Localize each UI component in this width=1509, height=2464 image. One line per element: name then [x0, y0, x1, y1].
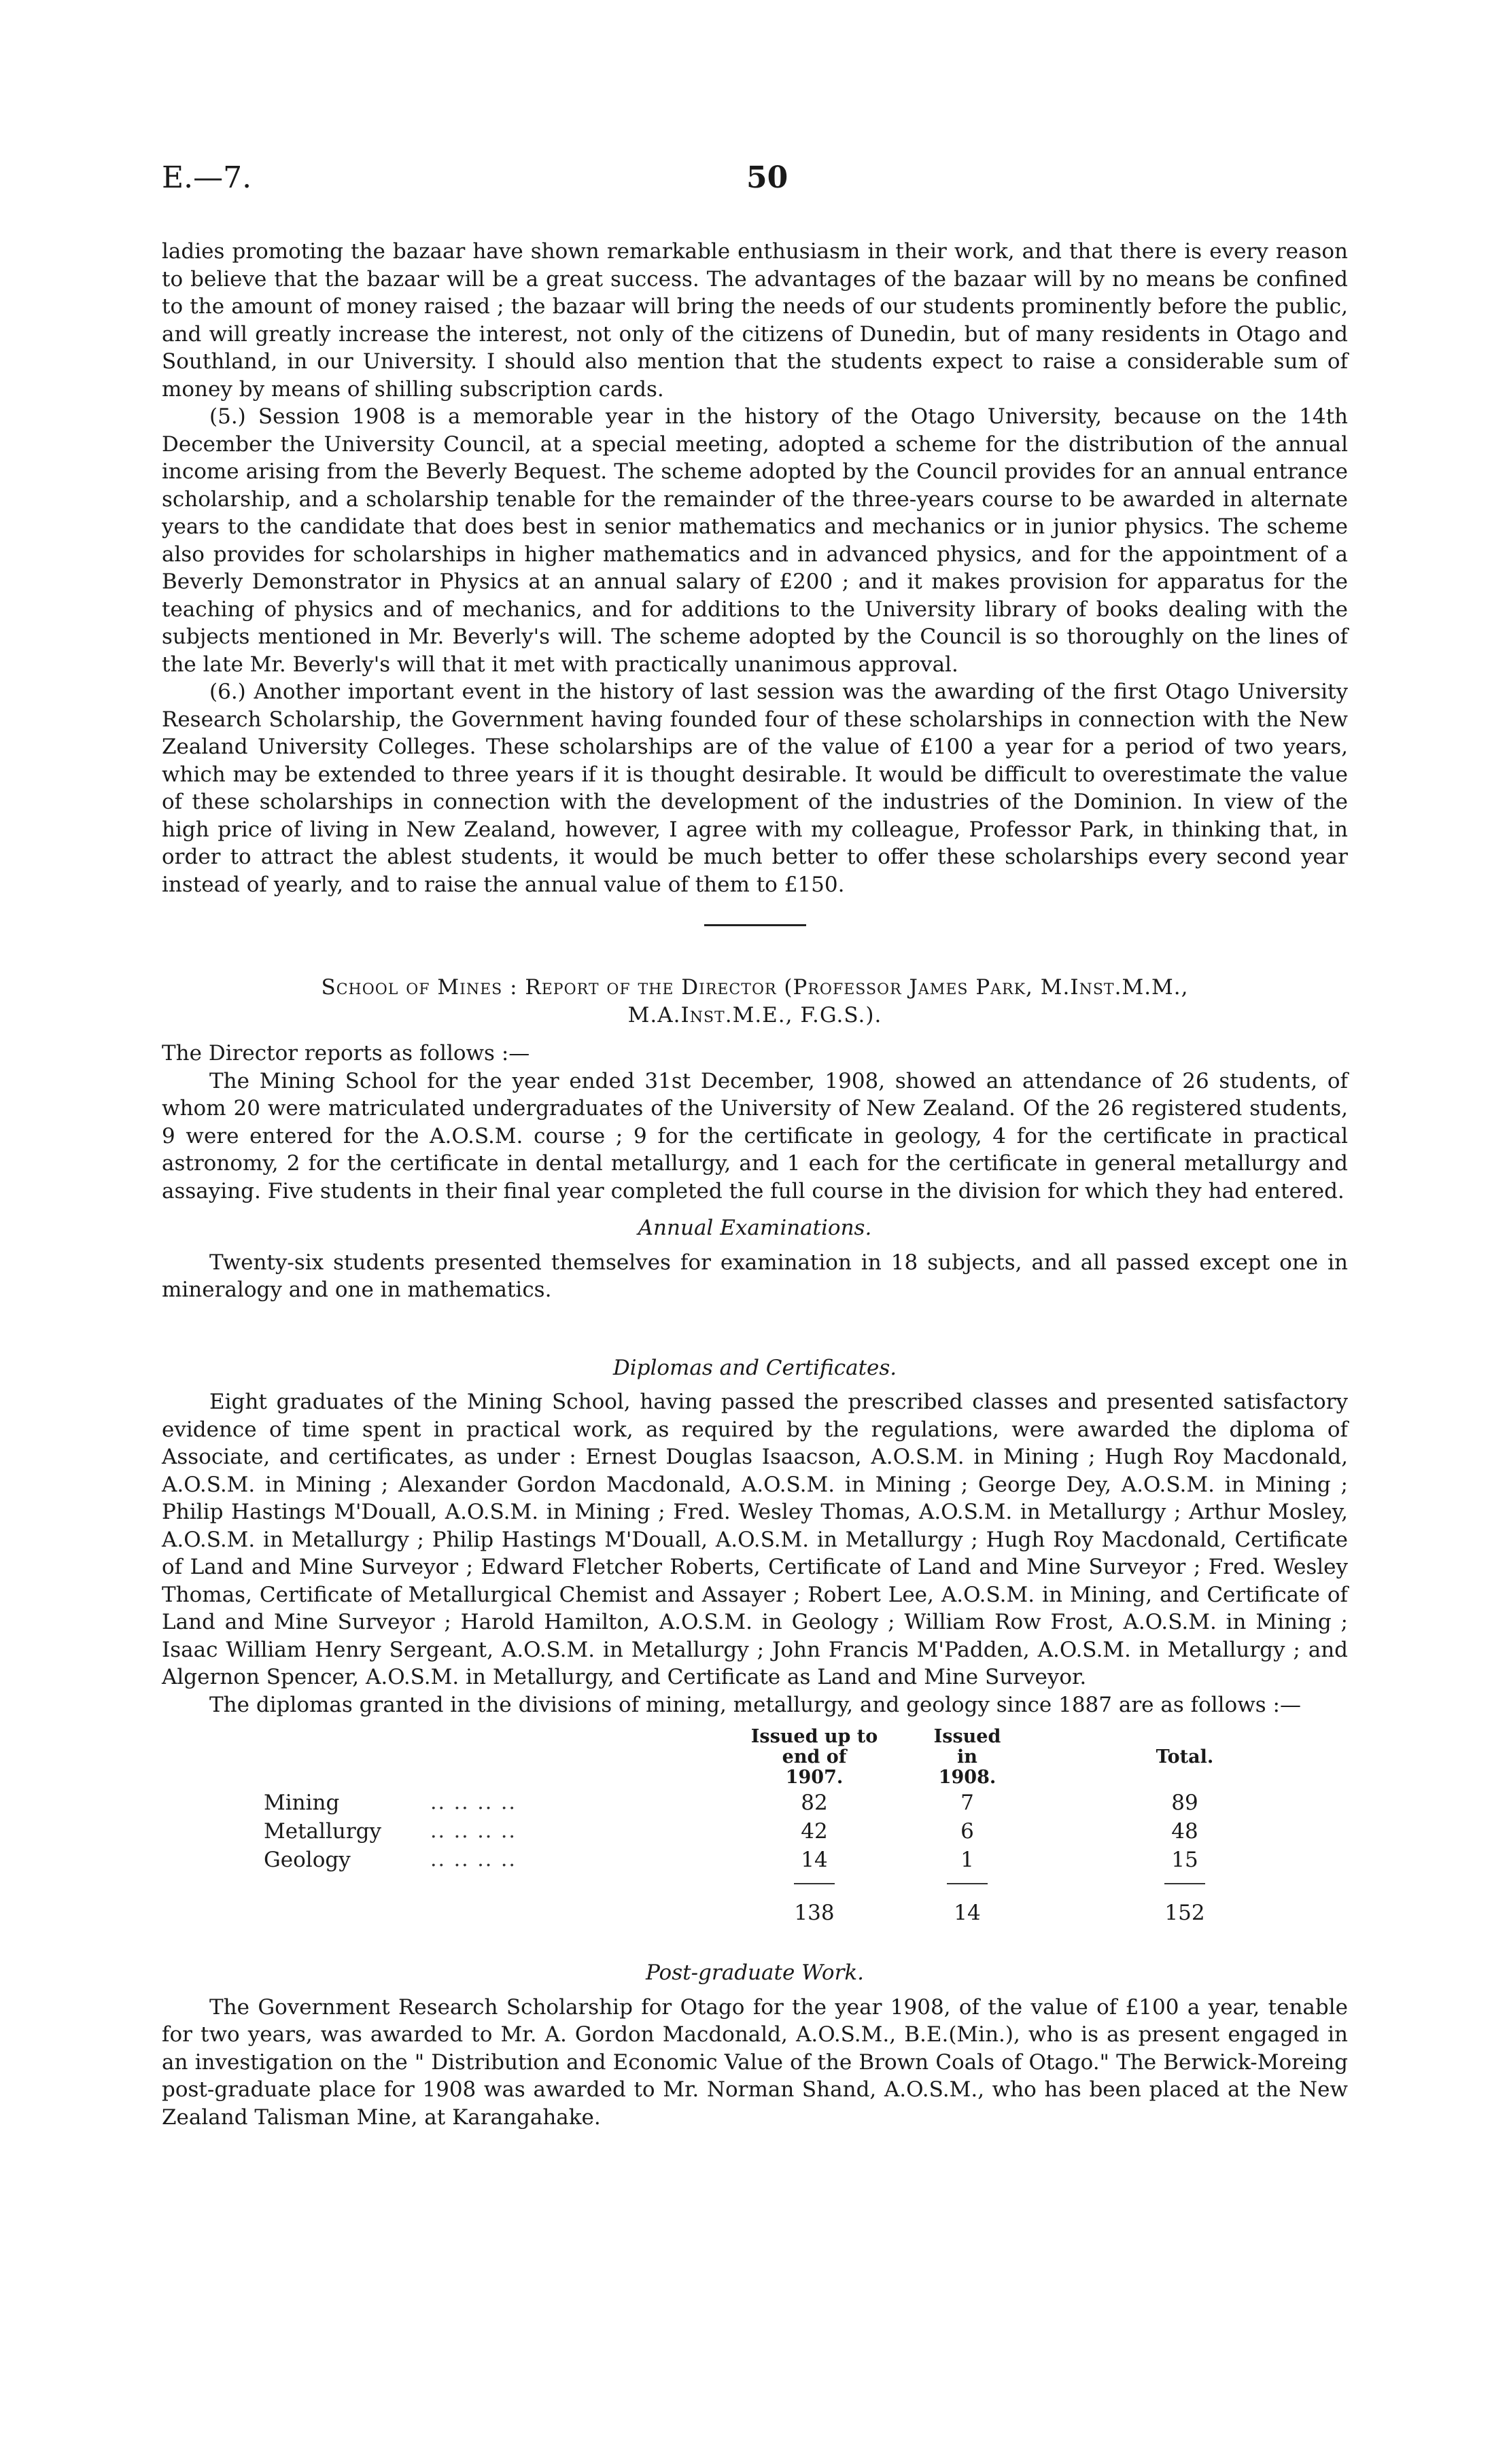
cell-geology-1908: 1: [960, 1848, 974, 1872]
paragraph-research-scholarship: (6.) Another important event in the history of last session was the awarding of the first Otago University Research Scholarship, the Government having founded four of these scholarships in connection with the New Zealand University Colleges. These scholarships are of the value of £100 a year for a period of two years, which may be extended to three years if it is thought desirable. It would be difficult to overestimate the value of these scholarships in connection with the development of the industries of the Dominion. In view of the high price of living in New Zealand, however, I agree with my colleague, Professor Park, in thinking that, in order to attract the ablest students, it would be much better to offer these scholarships every second year instead of yearly, and to raise the annual value of them to £150.: [162, 680, 1348, 897]
paragraph-bazaar: ladies promoting the bazaar have shown remarkable enthusiasm in their work, and that there is every reason to believe that the bazaar will be a great success. The advantages of the bazaar will by no means be confined to the amount of money raised ; the bazaar will bring the needs of our students prominently before the public, and will greatly increase the interest, not only of the citizens of Dunedin, but of many residents in Otago and Southland, in our University. I should also mention that the students expect to raise a considerable sum of money by means of shilling subscription cards.: [162, 239, 1348, 402]
paragraph-beverly-bequest: (5.) Session 1908 is a memorable year in the history of the Otago University, because on the 14th December the University Council, at a special meeting, adopted a scheme for the distribution of the annual income arising from the Beverly Bequest. The scheme adopted by the Council provides for an annual entrance scholarship, and a scholarship tenable for the remainder of the three-years course to be awarded in alternate years to the candidate that does best in senior mathematics and mechanics or in junior physics. The scheme also provides for scholarships in higher mathematics and in advanced physics, and for the appointment of a Beverly Demonstrator in Physics at an annual salary of £200 ; and it makes provision for apparatus for the teaching of physics and of mechanics, and for additions to the University library of books dealing with the subjects mentioned in Mr. Beverly's will. The scheme adopted by the Council is so thoroughly on the lines of the late Mr. Beverly's will that it met with practically unanimous approval.: [162, 404, 1348, 677]
attendance-paragraph: The Mining School for the year ended 31st December, 1908, showed an attendance of 26 students, of whom 20 were matriculated undergraduates of the University of New Zealand. Of the 26 registered students, 9 were entered for the A.O.S.M. course ; 9 for the certificate in geology, 4 for the certificate in practical astronomy, 2 for the certificate in dental metallurgy, and 1 each for the certificate in general metallurgy and assaying. Five students in their final year completed the full course in the division for which they had entered.: [162, 1068, 1348, 1203]
postgrad-heading: Post-graduate Work.: [645, 1960, 865, 1985]
section-divider: [704, 924, 806, 926]
row-label-metallurgy: Metallurgy: [264, 1819, 381, 1844]
diplomas-table: [162, 1723, 1348, 1939]
annual-exams-paragraph: Twenty-six students presented themselves for examination in 18 subjects, and all passed except one in mineralogy and one in mathematics.: [162, 1250, 1348, 1302]
header-issued-in-1908: Issued in 1908.: [933, 1726, 1001, 1788]
total-1907: 138: [794, 1901, 835, 1925]
cell-mining-total: 89: [1171, 1791, 1198, 1815]
diplomas-table-intro: The diplomas granted in the divisions of mining, metallurgy, and geology since 1887 are as follows :—: [209, 1692, 1301, 1717]
total-1908: 14: [954, 1901, 981, 1925]
page-number: 50: [746, 160, 788, 195]
cell-metallurgy-1907: 42: [801, 1819, 828, 1844]
director-intro: The Director reports as follows :—: [162, 1041, 530, 1066]
annual-exams-heading: Annual Examinations.: [638, 1216, 872, 1240]
cell-mining-1907: 82: [801, 1791, 828, 1815]
page-body: [162, 238, 1348, 2131]
diplomas-paragraph: Eight graduates of the Mining School, having passed the prescribed classes and presented satisfactory evidence of time spent in practical work, as required by the regulations, were awarded the diploma of Associate, and certificates, as under : Ernest Douglas Isaacson, A.O.S.M. in Mining ; Hugh Roy Macdonald, A.O.S.M. in Mining ; Alexander Gordon Macdonald, A.O.S.M. in Mining ; George Dey, A.O.S.M. in Mining ; Philip Hastings M'Douall, A.O.S.M. in Mining ; Fred. Wesley Thomas, A.O.S.M. in Metallurgy ; Arthur Mosley, A.O.S.M. in Metallurgy ; Philip Hastings M'Douall, A.O.S.M. in Metallurgy ; Hugh Roy Macdonald, Certificate of Land and Mine Surveyor ; Edward Fletcher Roberts, Certificate of Land and Mine Surveyor ; Fred. Wesley Thomas, Certificate of Metallurgical Chemist and Assayer ; Robert Lee, A.O.S.M. in Mining, and Certificate of Land and Mine Surveyor ; Harold Hamilton, A.O.S.M. in Geology ; William Row Frost, A.O.S.M. in Mining ; Isaac William Henry Sergeant, A.O.S.M. in Metallurgy ; John Francis M'Padden, A.O.S.M. in Metallurgy ; and Algernon Spencer, A.O.S.M. in Metallurgy, and Certificate as Land and Mine Surveyor.: [162, 1390, 1348, 1689]
diplomas-heading: Diplomas and Certificates.: [612, 1355, 897, 1380]
leader-dots: .. .. .. ..: [430, 1819, 517, 1843]
row-label-geology: Geology: [264, 1848, 351, 1872]
cell-geology-1907: 14: [801, 1848, 828, 1872]
sum-rule: [1164, 1883, 1205, 1884]
leader-dots: .. .. .. ..: [430, 1848, 517, 1871]
school-heading-line1: School of Mines : Report of the Director (Professor James Park, M.Inst.M.M.,: [321, 975, 1189, 1000]
cell-metallurgy-total: 48: [1171, 1819, 1198, 1844]
leader-dots: .. .. .. ..: [430, 1791, 517, 1814]
sum-rule: [947, 1883, 988, 1884]
header-total: Total.: [1156, 1746, 1214, 1767]
page-header: [162, 160, 1348, 208]
report-reference: E.—7.: [162, 160, 252, 195]
total-overall: 152: [1164, 1901, 1205, 1925]
school-of-mines-heading: [162, 974, 1348, 1029]
sum-rule: [794, 1883, 835, 1884]
cell-mining-1908: 7: [960, 1791, 974, 1815]
postgrad-paragraph: The Government Research Scholarship for Otago for the year 1908, of the value of £100 a year, tenable for two years, was awarded to Mr. A. Gordon Macdonald, A.O.S.M., B.E.(Min.), who is as present engaged in an investigation on the " Distribution and Economic Value of the Brown Coals of Otago." The Berwick-Moreing post-graduate place for 1908 was awarded to Mr. Norman Shand, A.O.S.M., who has been placed at the New Zealand Talisman Mine, at Karangahake.: [162, 1994, 1348, 2130]
row-label-mining: Mining: [264, 1791, 340, 1815]
cell-metallurgy-1908: 6: [960, 1819, 974, 1844]
school-heading-line2: M.A.Inst.M.E., F.G.S.).: [627, 1002, 882, 1027]
cell-geology-total: 15: [1171, 1848, 1198, 1872]
spacer: [162, 1304, 1348, 1345]
header-issued-up-to-1907: Issued up to end of 1907.: [750, 1726, 878, 1788]
